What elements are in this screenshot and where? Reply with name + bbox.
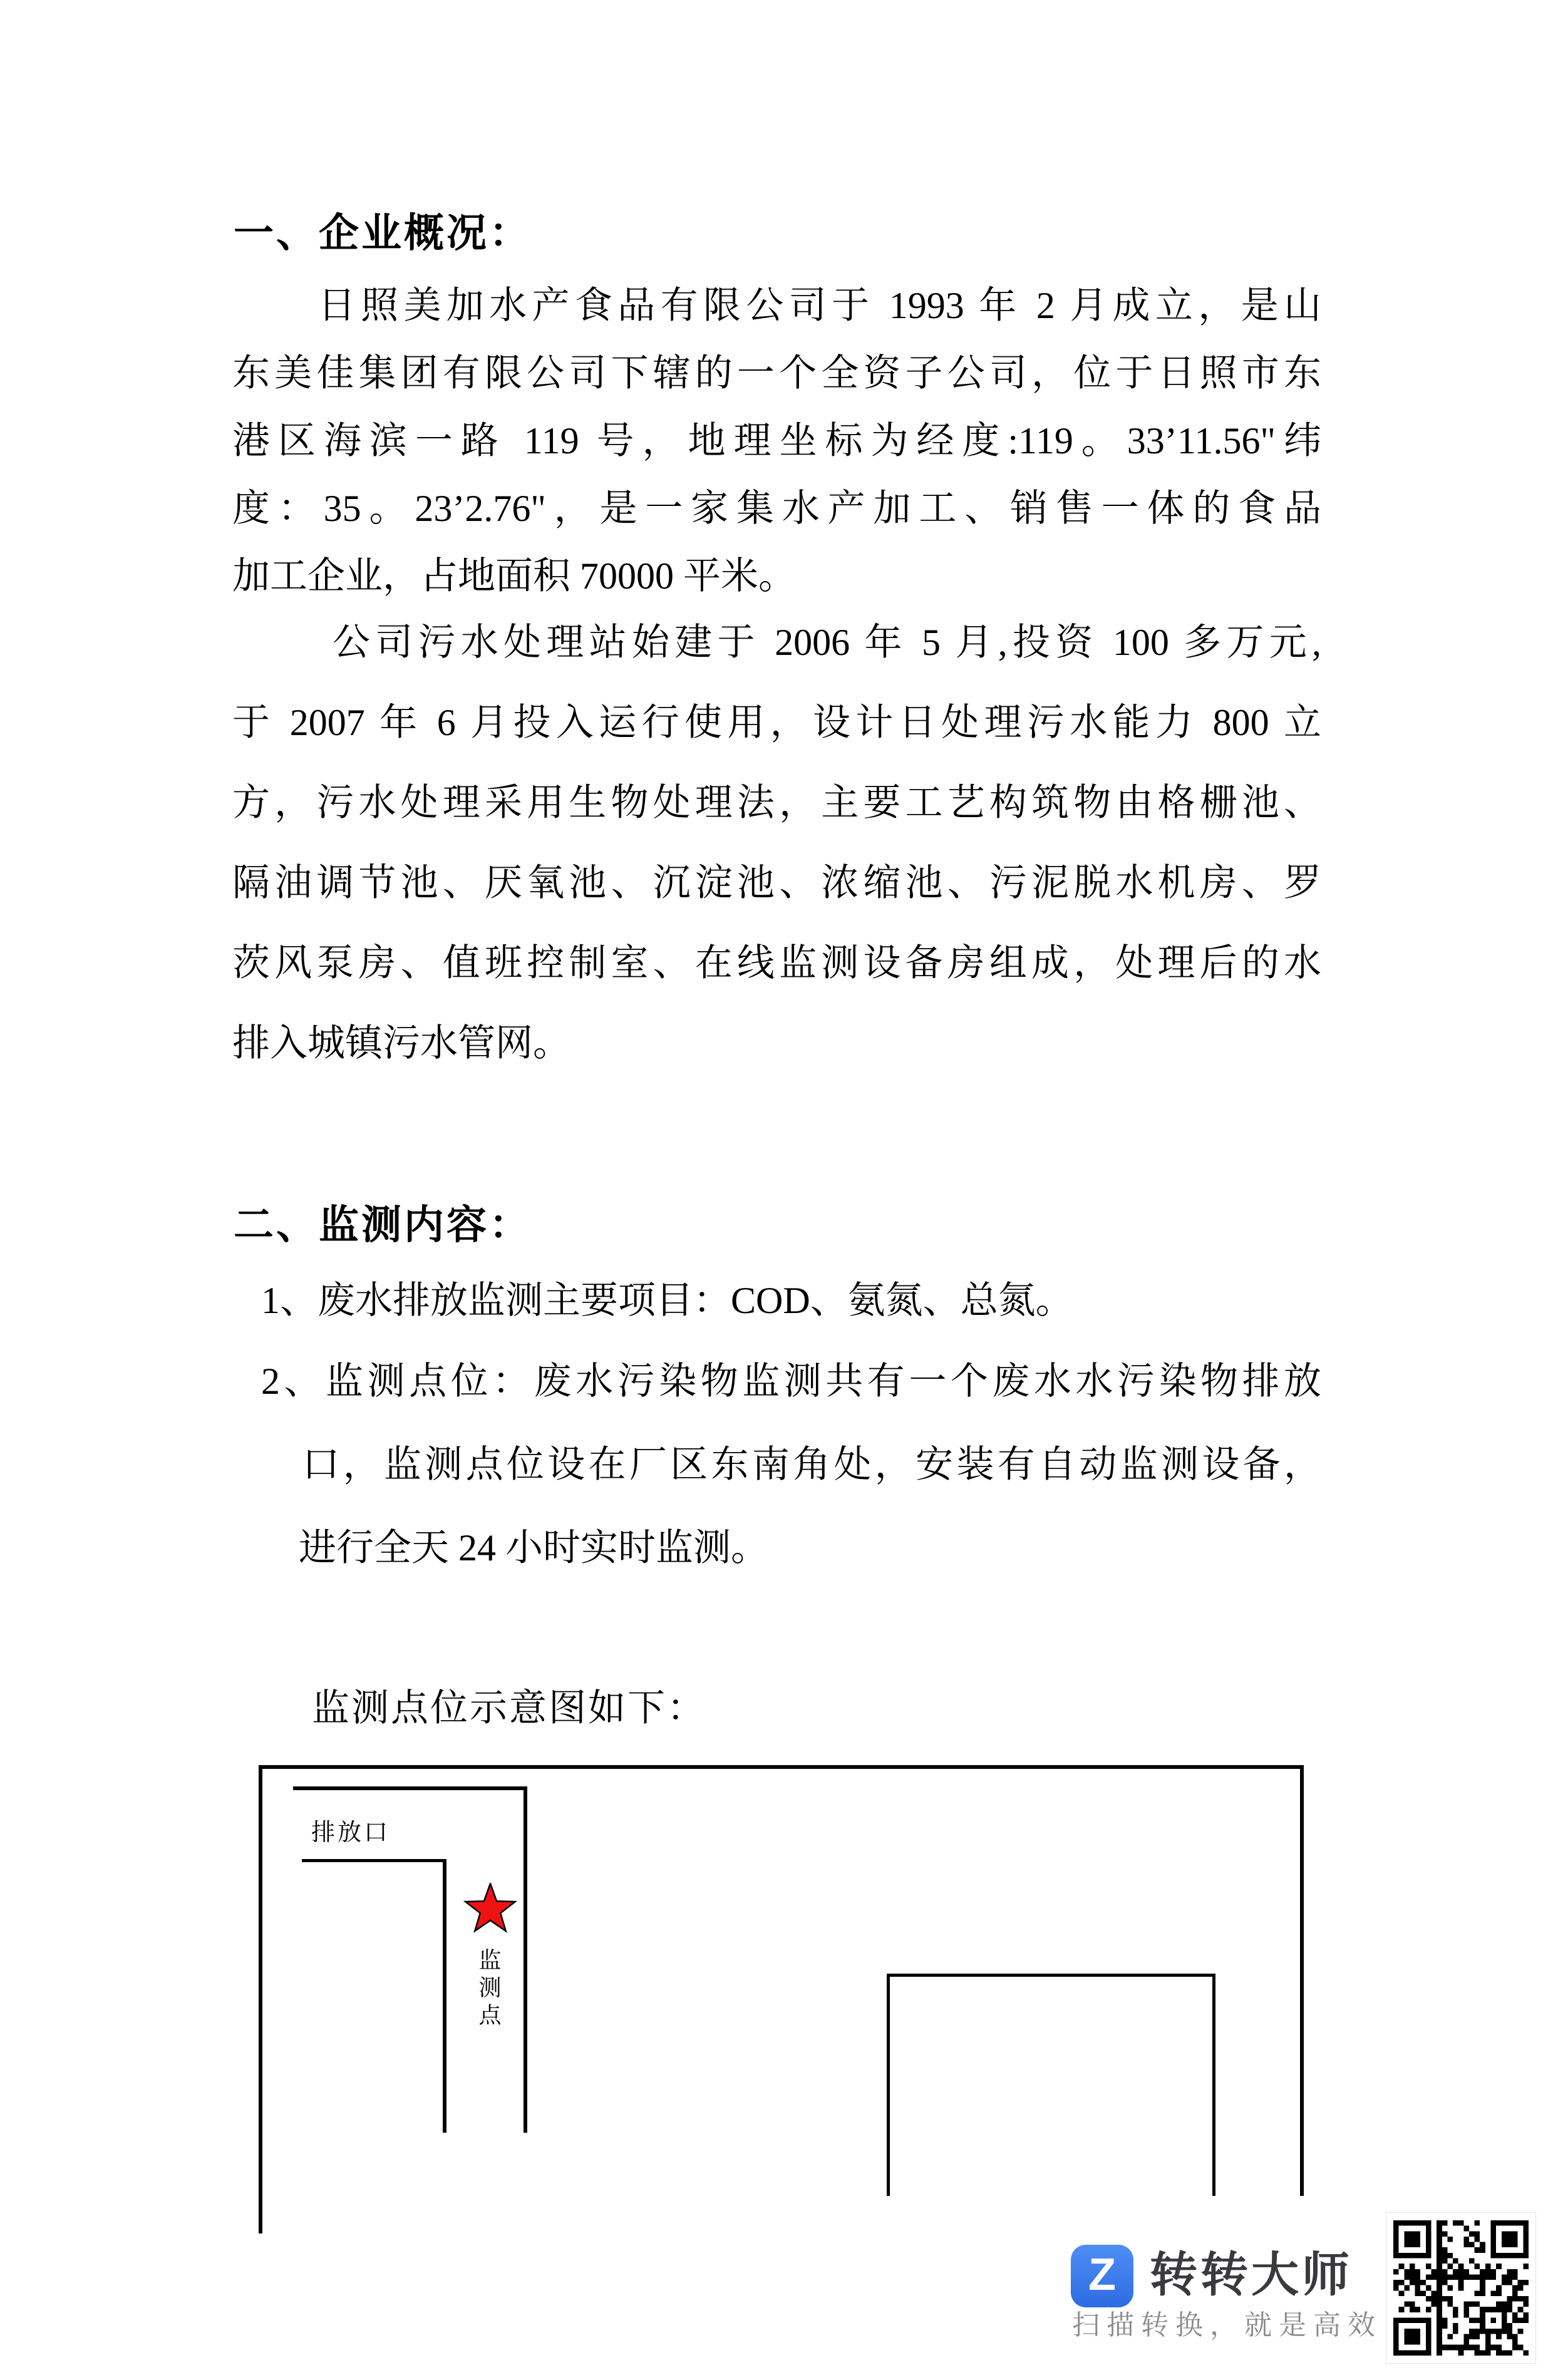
section1-paragraph2 <box>232 602 1321 1083</box>
channel-left-line <box>443 1859 446 2133</box>
section2-item2 <box>232 1340 1321 1590</box>
monitoring-point-label: 监测点 <box>476 1948 501 2031</box>
paragraph-line: 日照美加水产食品有限公司于 1993 年 2 月成立，是山 <box>232 285 1321 326</box>
diagram-outer-right <box>1300 1765 1304 2196</box>
paragraph-line: 排入城镇污水管网。 <box>232 1023 570 1064</box>
brand-slogan: 扫描转换，就是高效 <box>1072 2310 1382 2341</box>
building-rect-left <box>887 1974 890 2196</box>
channel-inner-line <box>302 1859 446 1862</box>
diagram-caption: 监测点位示意图如下： <box>312 1687 706 1729</box>
list-item-line: 进行全天 24 小时实时监测。 <box>261 1527 768 1569</box>
paragraph-line: 港区海滨一路 119 号，地理坐标为经度:119。33’11.56"纬 <box>232 420 1321 461</box>
qr-code <box>1386 2212 1536 2364</box>
building-rect-right <box>1212 1974 1215 2196</box>
outlet-label: 排放口 <box>311 1820 391 1846</box>
zhuanzhuan-logo-icon <box>1071 2245 1133 2307</box>
paragraph-line: 东美佳集团有限公司下辖的一个全资子公司，位于日照市东 <box>232 353 1321 394</box>
brand-name: 转转大师 <box>1150 2249 1353 2302</box>
monitoring-point-diagram <box>259 1765 1304 2241</box>
diagram-outer-left <box>259 1765 262 2233</box>
section2-item1 <box>232 1279 1321 1322</box>
paragraph-line: 于 2007 年 6 月投入运行使用，设计日处理污水能力 800 立 <box>232 702 1321 743</box>
list-item-line: 2、监测点位：废水污染物监测共有一个废水水污染物排放 <box>261 1361 1321 1402</box>
paragraph-line: 度：35。23’2.76"，是一家集水产加工、销售一体的食品 <box>232 488 1321 529</box>
paragraph-line: 方，污水处理采用生物处理法，主要工艺构筑物由格栅池、 <box>232 782 1321 823</box>
qr-code-svg <box>1393 2220 1529 2356</box>
section1-paragraph1 <box>232 272 1321 610</box>
section2-heading: 二、监测内容： <box>234 1203 532 1247</box>
diagram-outer-top <box>259 1765 1304 1769</box>
paragraph-line: 加工企业，占地面积 70000 平米。 <box>232 555 796 597</box>
channel-top-line <box>293 1786 527 1790</box>
list-item-line: 口，监测点位设在厂区东南角处，安装有自动监测设备， <box>261 1444 1321 1485</box>
paragraph-line: 公司污水处理站始建于 2006 年 5 月,投资 100 多万元, <box>232 622 1321 663</box>
building-rect-top <box>887 1974 1215 1977</box>
monitoring-point-star-icon <box>463 1883 517 1937</box>
star-shape <box>465 1883 515 1931</box>
logo-letter: Z <box>1088 2250 1116 2300</box>
paragraph-line: 茨风泵房、值班控制室、在线监测设备房组成，处理后的水 <box>232 942 1321 984</box>
section1-heading: 一、企业概况： <box>234 211 532 255</box>
paragraph-line: 隔油调节池、厌氧池、沉淀池、浓缩池、污泥脱水机房、罗 <box>232 862 1321 904</box>
list-item-line: 1、废水排放监测主要项目：COD、氨氮、总氮。 <box>261 1280 1073 1321</box>
channel-right-line <box>524 1786 527 2133</box>
